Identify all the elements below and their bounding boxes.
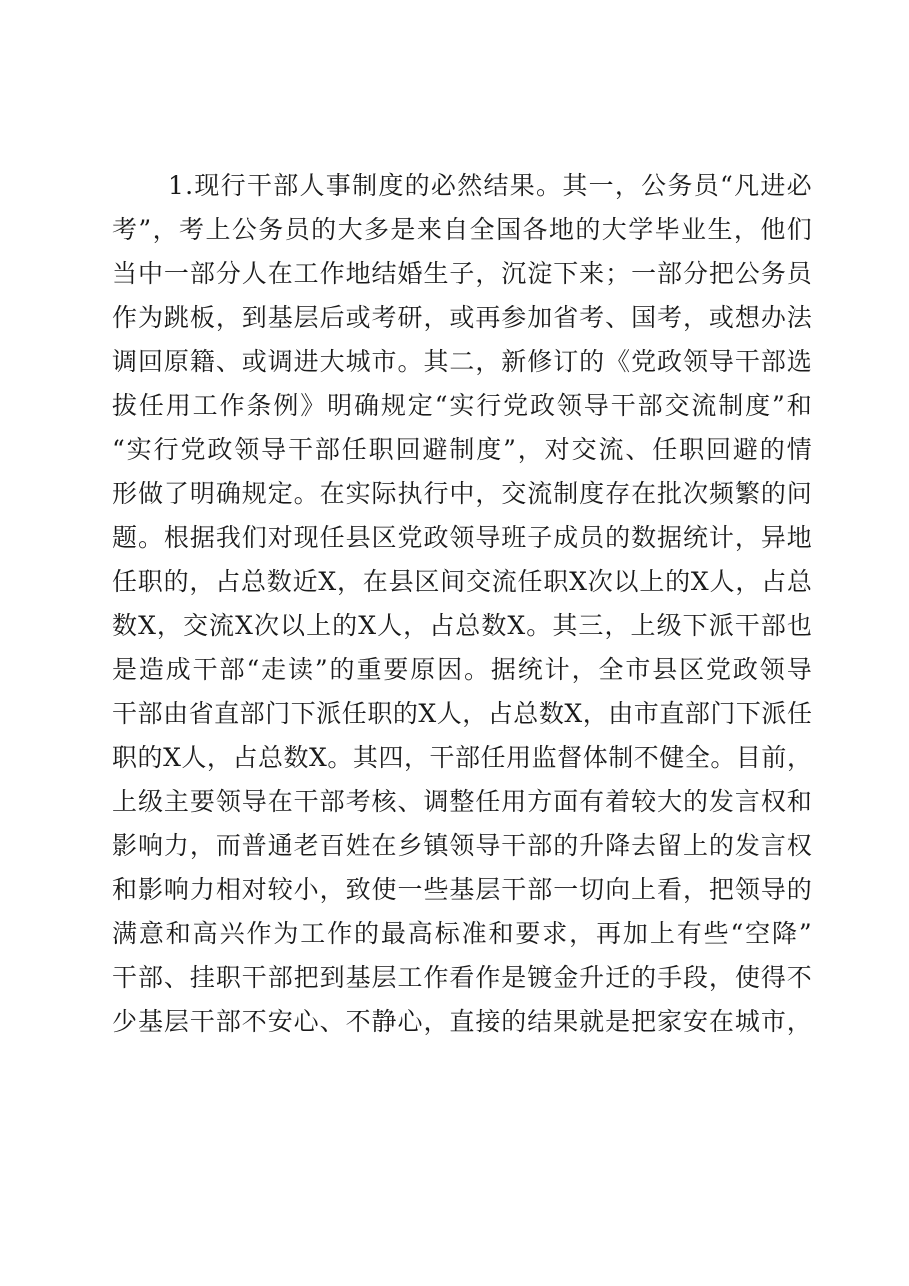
text-line: 1 . 现 行 干 部 人 事 制 度 的 必 然 结 果 。 其 一 ， 公 务 员 “ 凡 进 必 <box>168 171 812 200</box>
text-line: 任 职 的 ， 占 总 数 近 X ， 在 县 区 间 交 流 任 职 X 次 以 上 的 X 人 ， 占 总 <box>112 567 812 596</box>
text-line: 影 响 力 ， 而 普 通 老 百 姓 在 乡 镇 领 导 干 部 的 升 降 去 留 上 的 发 言 权 <box>112 831 812 860</box>
text-line: 是 造 成 干 部 “ 走 读 ” 的 重 要 原 因 。 据 统 计 ， 全 市 县 区 党 政 领 导 <box>112 655 812 684</box>
text-line: 题 。 根 据 我 们 对 现 任 县 区 党 政 领 导 班 子 成 员 的 数 据 统 计 ， 异 地 <box>112 523 812 552</box>
text-line: 上 级 主 要 领 导 在 干 部 考 核 、 调 整 任 用 方 面 有 着 较 大 的 发 言 权 和 <box>112 787 812 816</box>
text-line: 考 ” ， 考 上 公 务 员 的 大 多 是 来 自 全 国 各 地 的 大 学 毕 业 生 ， 他 们 <box>112 215 812 244</box>
text-line: 干 部 由 省 直 部 门 下 派 任 职 的 X 人 ， 占 总 数 X ， 由 市 直 部 门 下 派 任 <box>112 699 812 728</box>
text-line: 当 中 一 部 分 人 在 工 作 地 结 婚 生 子 ， 沉 淀 下 来 ； 一 部 分 把 公 务 员 <box>112 259 812 288</box>
text-line: 职 的 X 人 ， 占 总 数 X 。 其 四 ， 干 部 任 用 监 督 体 制 不 健 全 。 目 前 ， <box>112 743 812 772</box>
text-line: 和 影 响 力 相 对 较 小 ， 致 使 一 些 基 层 干 部 一 切 向 上 看 ， 把 领 导 的 <box>112 875 812 904</box>
text-line: 形 做 了 明 确 规 定 。 在 实 际 执 行 中 ， 交 流 制 度 存 在 批 次 频 繁 的 问 <box>112 479 812 508</box>
text-line: 调 回 原 籍 、 或 调 进 大 城 市 。 其 二 ， 新 修 订 的 《 党 政 领 导 干 部 选 <box>112 347 812 376</box>
text-line: “ 实 行 党 政 领 导 干 部 任 职 回 避 制 度 ” ， 对 交 流 、 任 职 回 避 的 情 <box>112 435 812 464</box>
text-line: 作 为 跳 板 ， 到 基 层 后 或 考 研 ， 或 再 参 加 省 考 、 国 考 ， 或 想 办 法 <box>112 303 812 332</box>
text-line: 少 基 层 干 部 不 安 心 、 不 静 心 ， 直 接 的 结 果 就 是 把 家 安 在 城 市 ， <box>112 1007 812 1036</box>
text-line: 干 部 、 挂 职 干 部 把 到 基 层 工 作 看 作 是 镀 金 升 迁 的 手 段 ， 使 得 不 <box>112 963 812 992</box>
text-line: 拔 任 用 工 作 条 例 》 明 确 规 定 “ 实 行 党 政 领 导 干 部 交 流 制 度 ” 和 <box>112 391 812 420</box>
text-line: 数 X ， 交 流 X 次 以 上 的 X 人 ， 占 总 数 X 。 其 三 ， 上 级 下 派 干 部 也 <box>112 611 812 640</box>
text-line: 满 意 和 高 兴 作 为 工 作 的 最 高 标 准 和 要 求 ， 再 加 上 有 些 “ 空 降 ” <box>112 919 812 948</box>
